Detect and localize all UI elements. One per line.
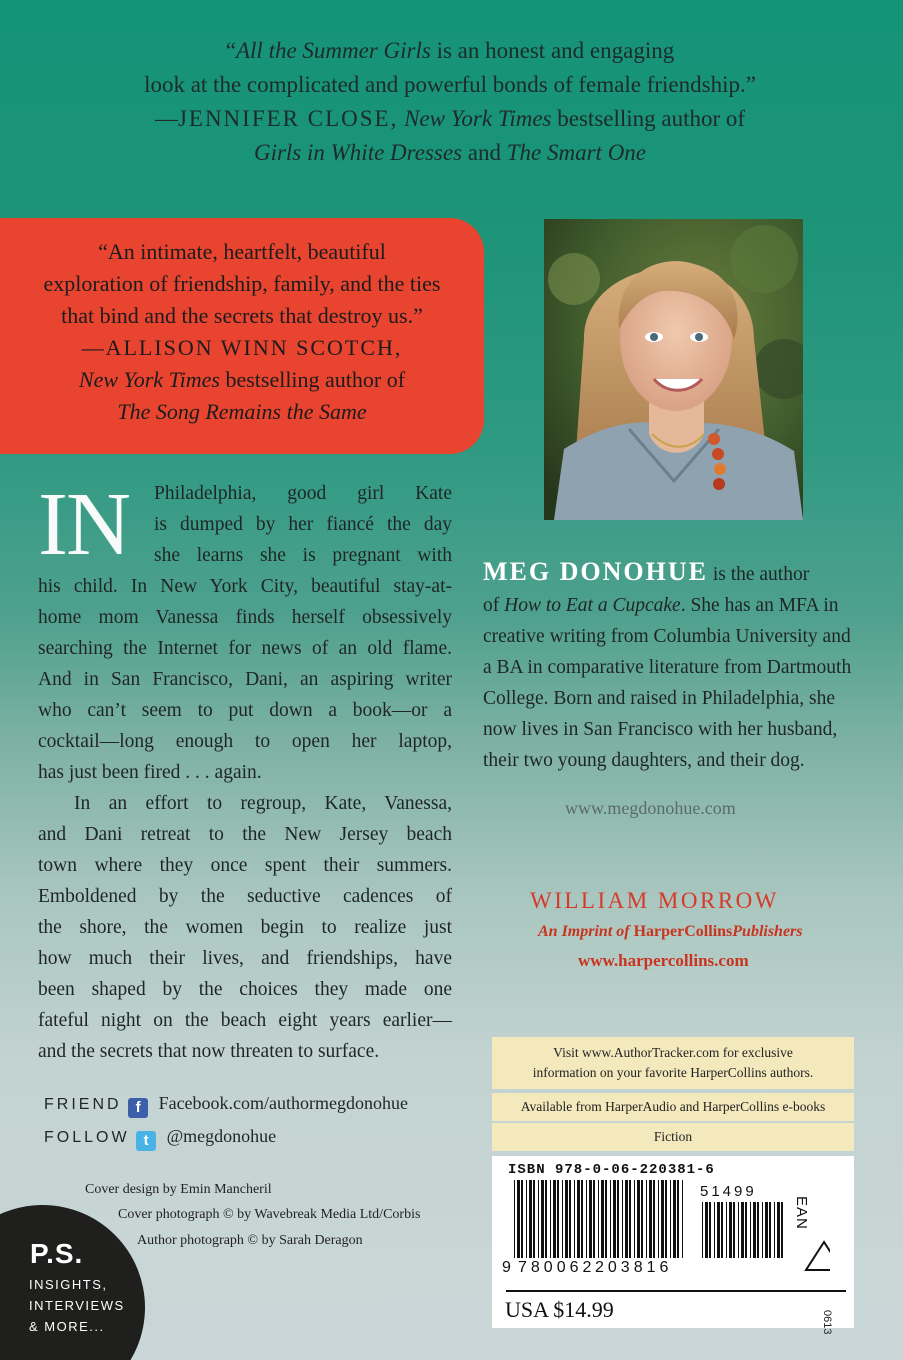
barcode-bar bbox=[569, 1180, 571, 1258]
ps-title: P.S. bbox=[30, 1238, 84, 1269]
author-photo bbox=[544, 219, 803, 520]
blurb-book-title: All the Summer Girls bbox=[235, 38, 431, 63]
barcode-bar bbox=[529, 1180, 532, 1258]
barcode-bar bbox=[613, 1180, 616, 1258]
barcode-bar bbox=[589, 1180, 592, 1258]
ps-line: & MORE... bbox=[29, 1319, 105, 1334]
red-blurb-author: —ALLISON WINN SCOTCH, bbox=[81, 335, 403, 360]
description-line: And in San Francisco, Dani, an aspiring writer bbox=[38, 669, 452, 690]
facebook-url[interactable]: Facebook.com/authormegdonohue bbox=[158, 1093, 408, 1113]
barcode-bar bbox=[714, 1202, 715, 1258]
author-portrait-illustration bbox=[544, 219, 803, 520]
barcode-bar bbox=[533, 1180, 535, 1258]
barcode-bar bbox=[605, 1180, 607, 1258]
top-blurb-line-1: “All the Summer Girls is an honest and engaging bbox=[225, 38, 675, 63]
publisher-url[interactable]: www.harpercollins.com bbox=[578, 951, 749, 970]
ps-line: INTERVIEWS bbox=[29, 1298, 125, 1313]
barcode-bar bbox=[774, 1202, 775, 1258]
description-line: who can’t seem to put down a book—or a bbox=[38, 700, 452, 721]
price: USA $14.99 bbox=[505, 1297, 614, 1322]
print-code: 0613 bbox=[821, 1310, 833, 1335]
barcode-bar bbox=[738, 1202, 739, 1258]
price-divider bbox=[506, 1290, 846, 1292]
publisher-imprint: An Imprint of HarperCollinsPublishers bbox=[538, 923, 803, 940]
barcode-bar bbox=[574, 1180, 575, 1258]
barcode-bars bbox=[514, 1180, 683, 1258]
barcode-bar bbox=[526, 1180, 527, 1258]
top-blurb bbox=[100, 34, 800, 170]
barcode-bar bbox=[717, 1202, 720, 1258]
barcode-bar bbox=[517, 1180, 520, 1258]
barcode-bar bbox=[721, 1202, 723, 1258]
barcode-bar bbox=[593, 1180, 595, 1258]
top-blurb-line-2: look at the complicated and powerful bonds of female friendship.” bbox=[144, 72, 756, 97]
barcode-addon-bars bbox=[702, 1202, 783, 1258]
description-line: is dumped by her fiancé the day bbox=[154, 514, 452, 535]
ps-line: INSIGHTS, bbox=[29, 1277, 108, 1292]
description-line: his child. In New York City, beautiful stay-at- bbox=[38, 576, 452, 597]
available-box: Available from HarperAudio and HarperCollins e-books bbox=[492, 1093, 854, 1121]
description-line: home mom Vanessa finds herself obsessively bbox=[38, 607, 452, 628]
barcode-bar bbox=[750, 1202, 751, 1258]
twitter-icon: t bbox=[136, 1131, 156, 1151]
description-line: how much their lives, and friendships, have bbox=[38, 948, 452, 969]
barcode-bar bbox=[550, 1180, 551, 1258]
barcode-bar bbox=[637, 1180, 640, 1258]
barcode-bar bbox=[777, 1202, 780, 1258]
barcode-bar bbox=[577, 1180, 580, 1258]
barcode-bar bbox=[622, 1180, 623, 1258]
barcode-bar bbox=[641, 1180, 643, 1258]
barcode-bar bbox=[565, 1180, 568, 1258]
description-line: searching the Internet for news of an old flame. bbox=[38, 638, 452, 659]
description-line: Emboldened by the seductive cadences of bbox=[38, 886, 452, 907]
barcode-bar bbox=[610, 1180, 611, 1258]
description-line: fateful night on the beach eight years earlier— bbox=[38, 1010, 452, 1031]
barcode-bar bbox=[670, 1180, 671, 1258]
barcode-bar bbox=[581, 1180, 583, 1258]
social-facebook bbox=[44, 1093, 408, 1118]
barcode-bar bbox=[562, 1180, 563, 1258]
barcode-bar bbox=[781, 1202, 783, 1258]
author-website[interactable]: www.megdonohue.com bbox=[565, 798, 736, 818]
barcode-bar bbox=[634, 1180, 635, 1258]
credit-author-photo: Author photograph © by Sarah Deragon bbox=[137, 1233, 363, 1248]
friend-label: FRIEND bbox=[44, 1096, 122, 1113]
barcode-digits-left: 780062 bbox=[518, 1259, 596, 1276]
follow-label: FOLLOW bbox=[44, 1129, 130, 1146]
barcode-bar bbox=[649, 1180, 652, 1258]
barcode-bar bbox=[682, 1180, 683, 1258]
description-line: she learns she is pregnant with bbox=[154, 545, 452, 566]
triangle-icon bbox=[806, 1242, 830, 1270]
authortracker-box: Visit www.AuthorTracker.com for exclusive information on your favorite HarperCollins authors. bbox=[492, 1037, 854, 1089]
description-line: Philadelphia, good girl Kate bbox=[154, 483, 452, 504]
barcode-bar bbox=[557, 1180, 559, 1258]
barcode-bar bbox=[757, 1202, 759, 1258]
barcode-bar bbox=[658, 1180, 659, 1258]
red-blurb: “An intimate, heartfelt, beautiful exploration of friendship, family, and the ties that bind and the secrets that destroy us.” —ALLISON WINN SCOTCH, New York Times bestselling author of The Song Remains the Same bbox=[0, 236, 484, 428]
barcode-bar bbox=[745, 1202, 747, 1258]
barcode-bar bbox=[538, 1180, 539, 1258]
barcode-digit-lead: 9 bbox=[502, 1259, 511, 1276]
description-line: In an effort to regroup, Kate, Vanessa, bbox=[74, 793, 452, 814]
description-line: and Dani retreat to the New Jersey beach bbox=[38, 824, 452, 845]
isbn-label: ISBN 978-0-06-220381-6 bbox=[508, 1162, 715, 1178]
barcode bbox=[500, 1180, 830, 1280]
barcode-bar bbox=[646, 1180, 647, 1258]
barcode-bar bbox=[705, 1202, 708, 1258]
barcode-bar bbox=[625, 1180, 628, 1258]
ean-label: EAN bbox=[793, 1196, 810, 1230]
barcode-bar bbox=[553, 1180, 556, 1258]
barcode-bar bbox=[653, 1180, 655, 1258]
barcode-bar bbox=[729, 1202, 732, 1258]
barcode-bar bbox=[514, 1180, 515, 1258]
description-line: been shaped by the choices they made one bbox=[38, 979, 452, 1000]
barcode-bar bbox=[545, 1180, 547, 1258]
credit-cover-design: Cover design by Emin Mancheril bbox=[85, 1182, 272, 1197]
blurb-author: JENNIFER CLOSE, bbox=[177, 106, 399, 131]
twitter-handle[interactable]: @megdonohue bbox=[166, 1126, 277, 1146]
description-line: the shore, the women begin to realize just bbox=[38, 917, 452, 938]
barcode-bar bbox=[521, 1180, 523, 1258]
barcode-bar bbox=[709, 1202, 711, 1258]
barcode-bar bbox=[665, 1180, 667, 1258]
barcode-bar bbox=[765, 1202, 768, 1258]
book-description bbox=[38, 475, 452, 1067]
top-blurb-books: Girls in White Dresses and The Smart One bbox=[253, 140, 647, 165]
barcode-bar bbox=[541, 1180, 544, 1258]
author-bio: MEG DONOHUE is the author of How to Eat a Cupcake. She has an MFA in creative writing from Columbia University and a BA in comparative literature from Dartmouth College. Born and raised in Philadelphia, she now lives in San Francisco with her husband, their two young daughters, and their dog. bbox=[483, 557, 852, 771]
barcode-bar bbox=[677, 1180, 679, 1258]
description-line: cocktail—long enough to open her laptop, bbox=[38, 731, 452, 752]
description-line: has just been fired . . . again. bbox=[38, 762, 262, 783]
drop-cap: IN bbox=[38, 475, 129, 574]
barcode-bar bbox=[617, 1180, 619, 1258]
top-blurb-attribution: —JENNIFER CLOSE, New York Times bestselling author of bbox=[154, 106, 746, 131]
barcode-bar bbox=[629, 1180, 631, 1258]
barcode-bar bbox=[726, 1202, 727, 1258]
bio-book-title: How to Eat a Cupcake bbox=[504, 595, 681, 616]
category-box: Fiction bbox=[492, 1123, 854, 1151]
red-blurb-book: The Song Remains the Same bbox=[117, 399, 367, 424]
barcode-bar bbox=[598, 1180, 599, 1258]
description-line: town where they once spent their summers. bbox=[38, 855, 452, 876]
barcode-bar bbox=[733, 1202, 735, 1258]
barcode-bar bbox=[661, 1180, 664, 1258]
barcode-bar bbox=[762, 1202, 763, 1258]
credit-cover-photo: Cover photograph © by Wavebreak Media Ltd/Corbis bbox=[118, 1207, 421, 1222]
barcode-bar bbox=[601, 1180, 604, 1258]
barcode-bar bbox=[586, 1180, 587, 1258]
publisher-name: WILLIAM MORROW bbox=[530, 888, 779, 913]
barcode-digits-right: 203816 bbox=[595, 1259, 673, 1276]
social-twitter bbox=[44, 1126, 276, 1151]
description-line: and the secrets that now threaten to surface. bbox=[38, 1041, 380, 1062]
barcode-bar bbox=[673, 1180, 676, 1258]
barcode-bar bbox=[702, 1202, 703, 1258]
barcode-addon-digits: 51499 bbox=[700, 1183, 757, 1200]
barcode-bar bbox=[753, 1202, 756, 1258]
barcode-bar bbox=[769, 1202, 771, 1258]
barcode-bar bbox=[741, 1202, 744, 1258]
facebook-icon: f bbox=[128, 1098, 148, 1118]
author-name: MEG DONOHUE bbox=[483, 557, 708, 586]
